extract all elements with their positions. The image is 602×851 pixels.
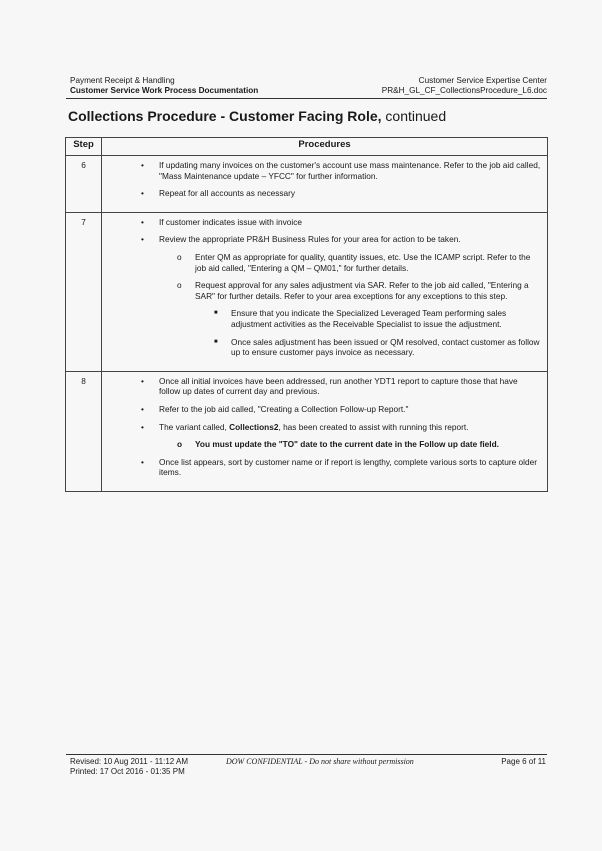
page-title: [68, 108, 446, 124]
procedure-cell: [102, 156, 548, 213]
list-item: o You must update the "TO" date to the current date in the Follow up date field.: [177, 439, 499, 450]
header-right-line1: Customer Service Expertise Center: [418, 76, 547, 85]
list-item: • Review the appropriate PR&H Business Rules for your area for action to be taken.: [141, 234, 461, 245]
bullet-icon: •: [141, 375, 144, 386]
table-row: [66, 156, 548, 213]
bullet-icon: •: [141, 188, 144, 199]
step-number: 6: [66, 156, 102, 213]
list-item: ■ Ensure that you indicate the Specialized Leveraged Team performing sales adjustment activities as the Receivable Specialist to issue the adjustment.: [214, 308, 507, 329]
header-right-line2: PR&H_GL_CF_CollectionsProcedure_L6.doc: [381, 86, 547, 95]
header-left-line1: Payment Receipt & Handling: [70, 76, 175, 85]
procedure-table: [65, 137, 548, 492]
bullet-icon: •: [141, 456, 144, 467]
bullet-icon: •: [141, 421, 144, 432]
list-item: ■ Once sales adjustment has been issued or QM resolved, contact customer as follow up to ensure customer pays invoice as necessary.: [214, 336, 540, 358]
list-item: • The variant called, Collections2, has been created to assist with running this report.: [141, 421, 469, 432]
list-item: • Repeat for all accounts as necessary: [141, 188, 296, 199]
footer-divider: [66, 754, 547, 755]
list-item: • Once all initial invoices have been addressed, run another YDT1 report to capture those that have follow up dates of current day and previous.: [141, 375, 518, 397]
title-bold: Collections Procedure - Customer Facing Role,: [68, 108, 382, 124]
variant-name: Collections2: [229, 421, 279, 432]
list-item: o Enter QM as appropriate for quality, quantity issues, etc. Use the ICAMP script. Refer to the job aid called, "Entering a QM – QM01," for further details.: [177, 251, 531, 273]
list-item: o Request approval for any sales adjustment via SAR. Refer to the job aid called, "Entering a SAR" for further details. Refer to your area exceptions for any exceptions to this step.: [177, 280, 529, 301]
bullet-icon: •: [141, 403, 144, 414]
square-bullet-icon: ■: [214, 310, 218, 317]
table-row: [66, 212, 548, 371]
confidential-notice: DOW CONFIDENTIAL - Do not share without permission: [226, 757, 414, 766]
circle-bullet-icon: o: [177, 280, 182, 291]
list-item: • Once list appears, sort by customer name or if report is lengthy, complete various sorts to capture older items.: [141, 456, 537, 478]
title-continued: continued: [381, 108, 447, 124]
bullet-icon: •: [141, 216, 144, 227]
revised-date: Revised: 10 Aug 2011 - 11:12 AM: [70, 757, 189, 766]
procedure-cell: [102, 371, 548, 491]
bullet-icon: •: [141, 160, 144, 170]
page-number: Page 6 of 11: [501, 757, 546, 766]
square-bullet-icon: ■: [214, 338, 218, 345]
step-number: 7: [66, 212, 102, 371]
bullet-icon: •: [141, 234, 144, 245]
table-row: [66, 371, 548, 491]
column-header-step: Step: [66, 138, 102, 156]
column-header-procedures: Procedures: [102, 138, 548, 156]
list-item: • Refer to the job aid called, "Creating a Collection Follow-up Report.": [141, 403, 409, 414]
header-left-line2: Customer Service Work Process Documentation: [70, 86, 259, 95]
circle-bullet-icon: o: [177, 439, 183, 450]
list-item: • If updating many invoices on the customer's account use mass maintenance. Refer to the job aid called, "Mass Maintenance update – YFCC" for further information.: [141, 160, 541, 181]
header-divider: [66, 98, 547, 99]
procedure-cell: [102, 212, 548, 371]
circle-bullet-icon: o: [177, 251, 182, 262]
list-item: • If customer indicates issue with invoice: [141, 216, 302, 227]
printed-date: Printed: 17 Oct 2016 - 01:35 PM: [70, 767, 185, 776]
table-header-row: [66, 138, 548, 156]
step-number: 8: [66, 371, 102, 491]
